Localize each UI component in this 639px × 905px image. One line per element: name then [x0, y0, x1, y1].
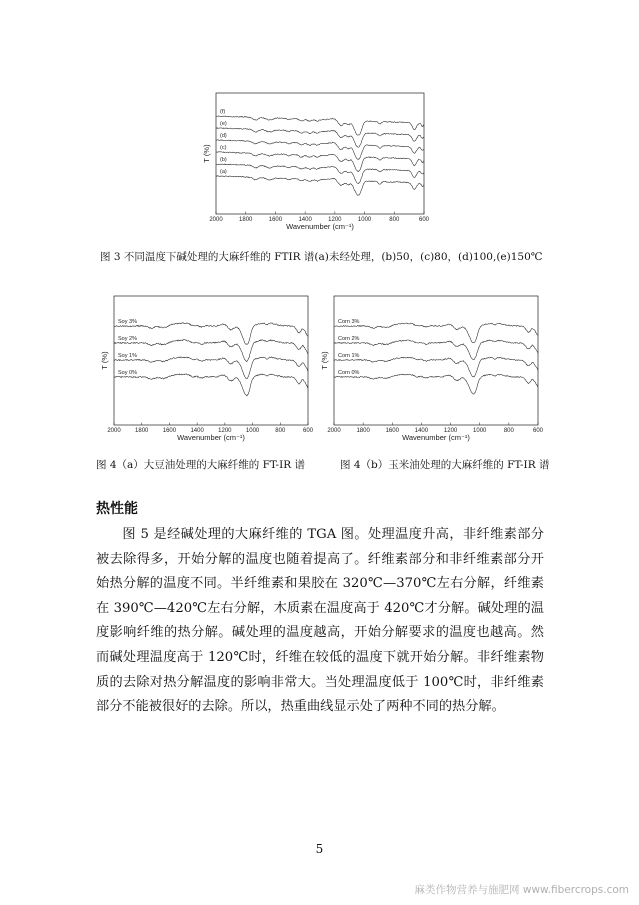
series-line [216, 152, 424, 172]
x-tick-label: 1000 [245, 428, 260, 434]
page-number: 5 [315, 842, 324, 856]
series-label: Soy 2% [118, 336, 137, 342]
x-tick-label: 600 [418, 217, 430, 223]
series-line [114, 357, 308, 379]
series-label: (e) [220, 121, 227, 127]
x-tick-label: 600 [302, 428, 314, 434]
series-label: Corn 0% [338, 370, 360, 376]
x-tick-label: 2000 [327, 428, 341, 434]
x-axis-label: Wavenumber (cm⁻¹) [177, 433, 245, 442]
x-tick-label: 1600 [385, 428, 399, 434]
series-line [216, 164, 424, 184]
section-heading: 热性能 [96, 501, 138, 517]
series-line [334, 340, 538, 360]
series-line [216, 128, 424, 148]
plot-frame [114, 296, 308, 425]
y-axis-label: T (%) [202, 144, 211, 163]
x-tick-label: 2000 [107, 428, 121, 434]
x-tick-label: 1600 [268, 217, 283, 223]
series-label: Corn 3% [338, 319, 360, 325]
figure-3 [196, 90, 432, 240]
series-label: Soy 0% [118, 370, 137, 376]
series-line [334, 374, 538, 394]
series-label: (f) [220, 109, 226, 115]
series-line [114, 340, 308, 362]
figure-4a [92, 293, 320, 449]
series-label: (c) [220, 145, 227, 151]
x-tick-label: 1600 [162, 428, 177, 434]
series-line [114, 323, 308, 345]
series-label: Soy 3% [118, 319, 137, 325]
x-tick-label: 1000 [357, 217, 372, 223]
section-paragraph: 图 5 是经碱处理的大麻纤维的 TGA 图。处理温度升高，非纤维素部分被去除得多，开始分解的温度也随着提高了。纤维素部分和非纤维素部分开始热分解的温度不同。半纤维素和果胶在 320℃—370℃左右分解，纤维素在 390℃—420℃左右分解，木质素在温度高于 420℃才分解。碱处理的温度影响纤维的热分解。碱处理的温度越高，开始分解要求的温度也越高。然而碱处理温度高于 120℃时，纤维在较低的温度下就开始分解。非纤维素物质的去除对热分解温度的影响非常大。当处理温度低于 100℃时，非纤维素部分不能被很好的去除。所以，热重曲线显示处了两种不同的热分解。 [96, 527, 544, 715]
x-tick-label: 800 [275, 428, 286, 434]
figure-4a-chart [92, 293, 320, 449]
x-tick-label: 1400 [190, 428, 204, 434]
figure-3-caption: 图 3 不同温度下碱处理的大麻纤维的 FTIR 谱(a)未经处理，(b)50，(c)80，(d)100,(e)150℃ [100, 251, 543, 263]
x-tick-label: 1800 [135, 428, 149, 434]
x-tick-label: 1200 [328, 217, 342, 223]
series-label: (d) [220, 133, 227, 139]
figure-4b-chart [320, 293, 546, 449]
x-axis-label: Wavenumber (cm⁻¹) [402, 433, 470, 442]
y-axis-label: T (%) [320, 351, 329, 370]
series-line [334, 323, 538, 343]
figure-4a-caption: 图 4（a）大豆油处理的大麻纤维的 FT-IR 谱 [96, 459, 305, 471]
x-tick-label: 800 [503, 428, 514, 434]
series-label: Corn 1% [338, 353, 360, 359]
plot-frame [216, 93, 424, 214]
x-tick-label: 800 [389, 217, 400, 223]
watermark: 麻类作物营养与施肥网 www.fibercrops.com [414, 884, 629, 896]
x-tick-label: 600 [532, 428, 544, 434]
series-line [216, 176, 424, 196]
figure-4b-caption: 图 4（b）玉米油处理的大麻纤维的 FT-IR 谱 [340, 459, 550, 471]
series-label: Soy 1% [118, 353, 137, 359]
series-line [114, 374, 308, 396]
series-label: (a) [220, 169, 227, 175]
series-label: (b) [220, 157, 227, 163]
y-axis-label: T (%) [100, 351, 109, 370]
figure-3-chart [196, 90, 432, 240]
x-axis-label: Wavenumber (cm⁻¹) [286, 222, 354, 231]
series-label: Corn 2% [338, 336, 360, 342]
x-tick-label: 1000 [473, 428, 487, 434]
series-line [334, 357, 538, 377]
x-tick-label: 1200 [218, 428, 232, 434]
x-tick-label: 1200 [443, 428, 458, 434]
x-tick-label: 1400 [414, 428, 429, 434]
x-tick-label: 1800 [239, 217, 253, 223]
figure-4b [320, 293, 546, 449]
x-tick-label: 1400 [298, 217, 312, 223]
x-tick-label: 1800 [356, 428, 370, 434]
x-tick-label: 2000 [209, 217, 223, 223]
plot-frame [334, 296, 538, 425]
